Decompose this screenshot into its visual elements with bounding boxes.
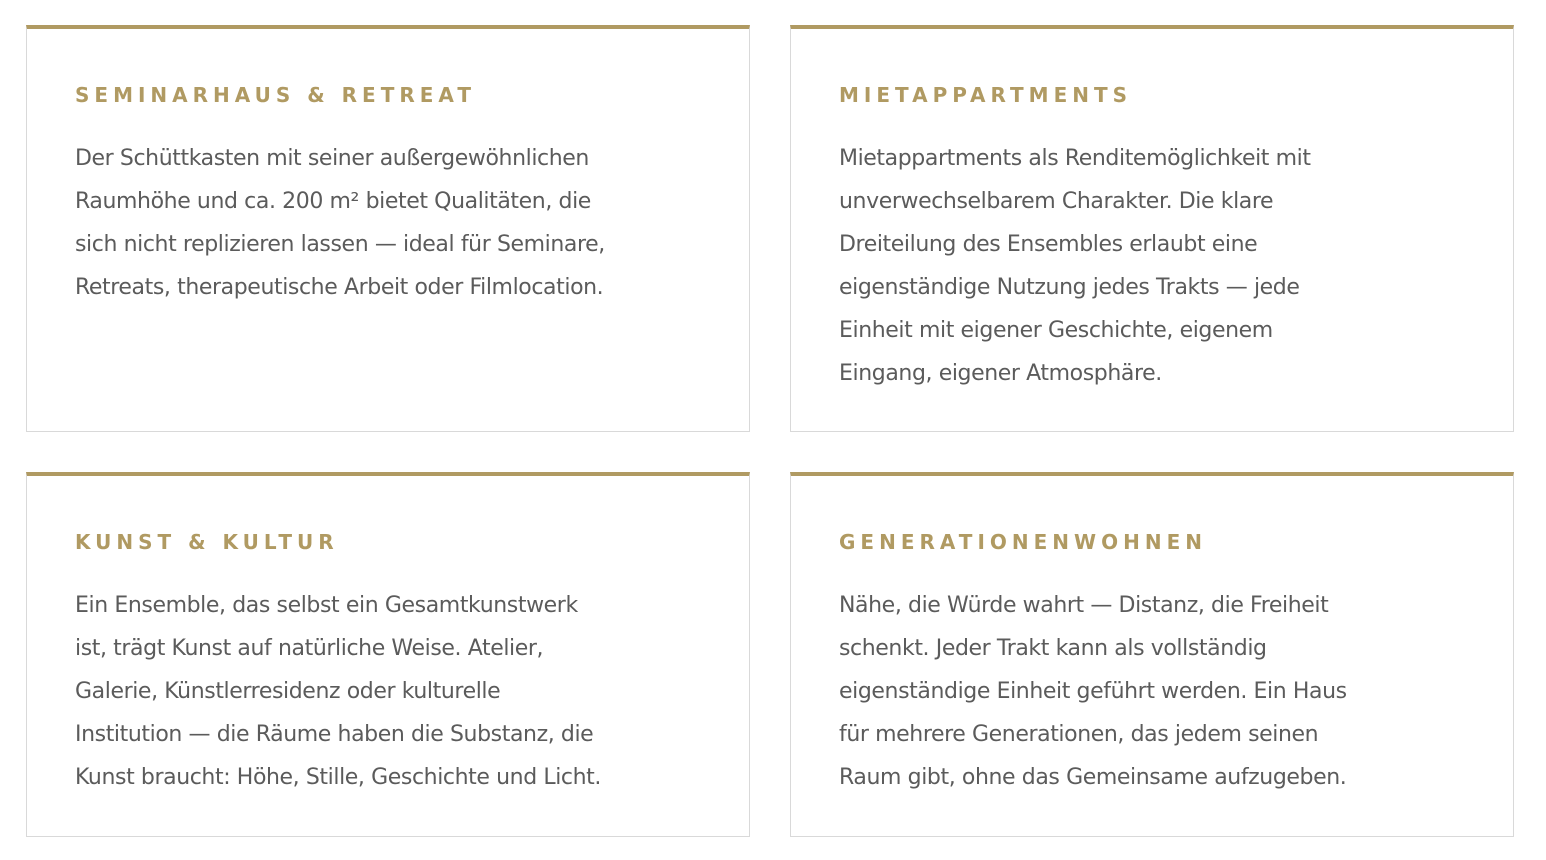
card-generationenwohnen [790, 472, 1514, 837]
card-text [839, 584, 1347, 799]
text-line: Raum gibt, ohne das Gemeinsame aufzugeben. [839, 765, 1347, 790]
text-line: Ein Ensemble, das selbst ein Gesamtkunstwerk [75, 593, 578, 618]
text-line: Raumhöhe und ca. 200 m² bietet Qualitäten, die [75, 189, 591, 214]
text-line: Retreats, therapeutische Arbeit oder Filmlocation. [75, 275, 604, 300]
card-title: KUNST & KULTUR [75, 530, 339, 554]
card-kunst-kultur [26, 472, 750, 837]
text-line: schenkt. Jeder Trakt kann als vollständig [839, 636, 1267, 661]
text-line: unverwechselbarem Charakter. Die klare [839, 189, 1274, 214]
card-mietappartments [790, 25, 1514, 432]
text-line: Galerie, Künstlerresidenz oder kulturelle [75, 679, 501, 704]
text-line: Nähe, die Würde wahrt — Distanz, die Freiheit [839, 593, 1329, 618]
card-seminarhaus-retreat [26, 25, 750, 432]
text-line: ist, trägt Kunst auf natürliche Weise. Atelier, [75, 636, 544, 661]
text-line: für mehrere Generationen, das jedem seinen [839, 722, 1319, 747]
text-line: Eingang, eigener Atmosphäre. [839, 361, 1162, 386]
text-line: eigenständige Nutzung jedes Trakts — jede [839, 275, 1300, 300]
card-text [75, 584, 601, 799]
card-title: SEMINARHAUS & RETREAT [75, 83, 476, 107]
text-line: Dreiteilung des Ensembles erlaubt eine [839, 232, 1258, 257]
card-title: MIETAPPARTMENTS [839, 83, 1133, 107]
text-line: eigenständige Einheit geführt werden. Ein Haus [839, 679, 1347, 704]
card-text [839, 137, 1311, 395]
text-line: Der Schüttkasten mit seiner außergewöhnlichen [75, 146, 589, 171]
card-title: GENERATIONENWOHNEN [839, 530, 1207, 554]
card-text [75, 137, 605, 309]
text-line: Einheit mit eigener Geschichte, eigenem [839, 318, 1273, 343]
text-line: Kunst braucht: Höhe, Stille, Geschichte und Licht. [75, 765, 601, 790]
text-line: Institution — die Räume haben die Substanz, die [75, 722, 594, 747]
text-line: sich nicht replizieren lassen — ideal für Seminare, [75, 232, 605, 257]
text-line: Mietappartments als Renditemöglichkeit mit [839, 146, 1311, 171]
